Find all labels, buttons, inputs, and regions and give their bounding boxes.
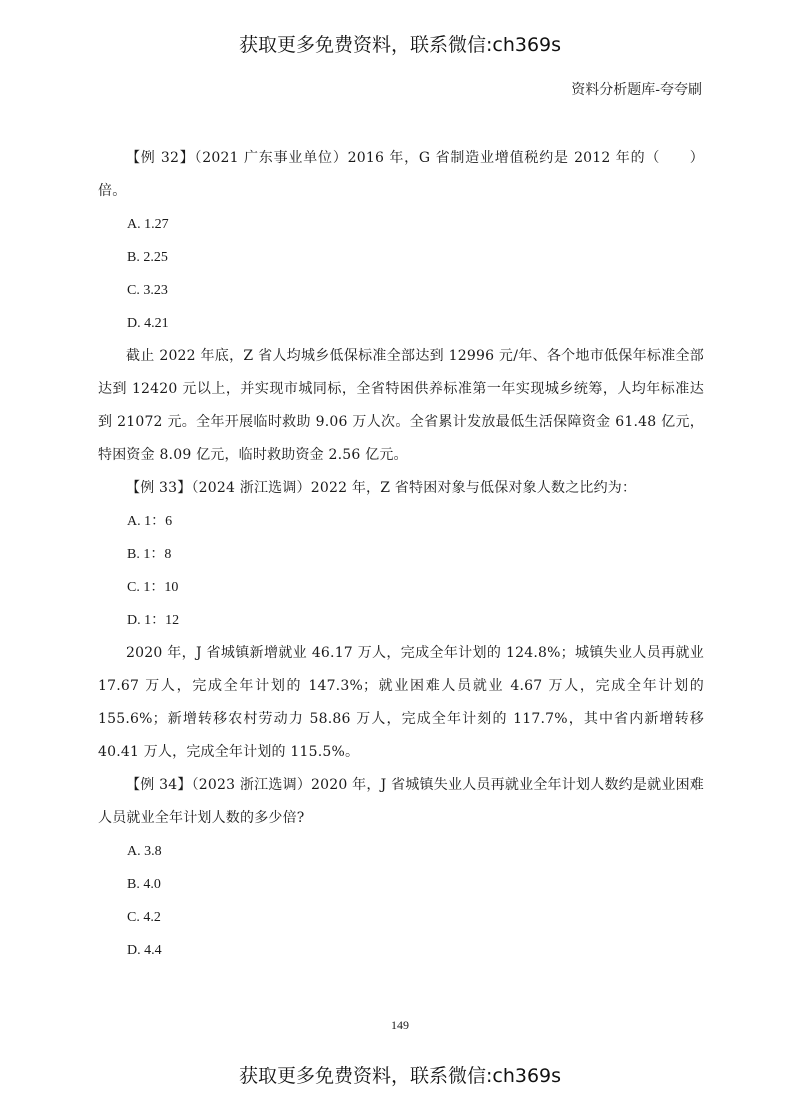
question-34: [98, 769, 704, 967]
question-32-option-d: D. 4.21: [127, 316, 169, 331]
question-32: [98, 142, 704, 340]
question-34-option-d: D. 4.4: [127, 943, 162, 958]
question-32-option-a: A. 1.27: [127, 217, 169, 232]
watermark-top: 获取更多免费资料，联系微信:ch369s: [238, 34, 562, 56]
question-32-option-c: C. 3.23: [127, 283, 168, 298]
question-34-stem: 【例 34】（2023 浙江选调）2020 年，J 省城镇失业人员再就业全年计划人数约是就业困难人员就业全年计划人数的多少倍?: [98, 777, 704, 826]
passage-j-province: 2020 年，J 省城镇新增就业 46.17 万人，完成全年计划的 124.8%；城镇失业人员再就业 17.67 万人，完成全年计划的 147.3%；就业困难人员就业 4.67 万人，完成全年计划的 155.6%；新增转移农村劳动力 58.86 万人，完成全年计刻的 117.7%，其中省内新增转移 40.41 万人，完成全年计划的 115.5%。: [98, 645, 704, 760]
question-33-stem: 【例 33】（2024 浙江选调）2022 年，Z 省特困对象与低保对象人数之比约为：: [126, 480, 637, 496]
question-34-option-c: C. 4.2: [127, 910, 161, 925]
question-33-option-a: A. 1：6: [127, 514, 173, 529]
running-header: 资料分析题库-夸夸刷: [571, 82, 702, 98]
page-number: 149: [391, 1018, 409, 1032]
question-33: [98, 472, 704, 637]
question-33-option-c: C. 1：10: [127, 580, 179, 595]
question-32-stem: 【例 32】（2021 广东事业单位）2016 年，G 省制造业增值税约是 2012 年的（ ）倍。: [98, 150, 704, 199]
watermark-bottom: 获取更多免费资料，联系微信:ch369s: [238, 1065, 562, 1087]
passage-z-province: 截止 2022 年底，Z 省人均城乡低保标准全部达到 12996 元/年、各个地市低保年标准全部达到 12420 元以上，并实现市城同标，全省特困供养标准第一年实现城乡统筹，人均年标准达到 21072 元。全年开展临时救助 9.06 万人次。全省累计发放最低生活保障资金 61.48 亿元，特困资金 8.09 亿元，临时救助资金 2.56 亿元。: [98, 348, 704, 463]
question-33-option-d: D. 1：12: [127, 613, 180, 628]
page-content: [98, 142, 704, 967]
question-33-option-b: B. 1：8: [127, 547, 172, 562]
question-34-option-b: B. 4.0: [127, 877, 161, 892]
question-34-option-a: A. 3.8: [127, 844, 162, 859]
question-32-option-b: B. 2.25: [127, 250, 168, 265]
